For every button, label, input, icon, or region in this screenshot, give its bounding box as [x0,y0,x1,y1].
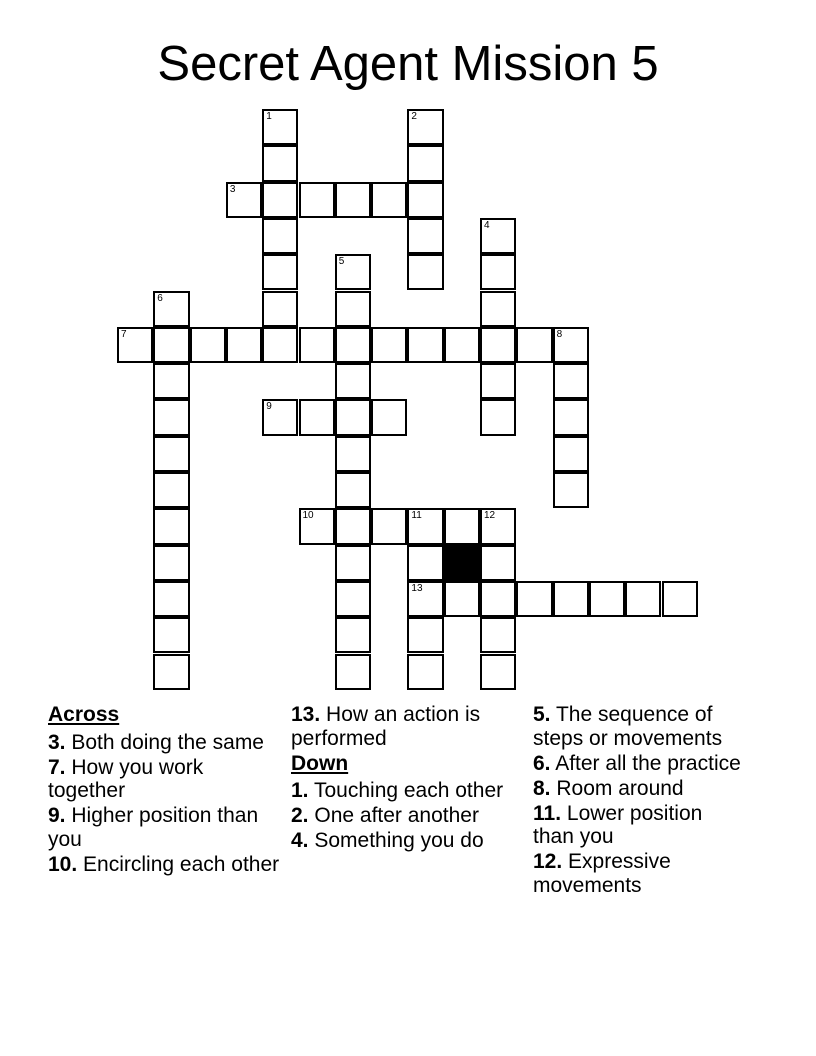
grid-cell[interactable] [480,581,516,617]
grid-cell[interactable] [335,472,371,508]
grid-cell[interactable] [335,654,371,690]
cell-number: 5 [338,256,345,268]
grid-cell[interactable] [480,327,516,363]
clue-down-11: 11. Lower position than you [533,801,703,848]
grid-cell[interactable] [407,218,443,254]
grid-cell[interactable] [153,508,189,544]
grid-cell[interactable] [371,182,407,218]
grid-cell[interactable] [335,581,371,617]
grid-cell[interactable] [407,508,443,544]
clue-across-13: 13. How an action is performed [291,703,481,750]
clue-across-7: 7. How you work together [48,755,204,802]
grid-cell[interactable] [335,545,371,581]
clue-down-12: 12. Expressive movements [533,850,671,897]
grid-cell[interactable] [553,363,589,399]
cell-number: 7 [121,328,127,340]
grid-cell[interactable] [335,291,371,327]
grid-cell[interactable] [153,581,189,617]
grid-cell[interactable] [480,291,516,327]
clue-down-6: 6. After all the practice [533,751,741,775]
clue-down-5: 5. The sequence of steps or movements [533,703,723,750]
clues-column-1 [48,703,283,878]
grid-cell[interactable] [153,654,189,690]
grid-cell[interactable] [516,581,552,617]
grid-cell[interactable] [553,327,589,363]
grid-cell[interactable] [444,581,480,617]
grid-cell[interactable] [444,508,480,544]
grid-cell[interactable] [153,363,189,399]
grid-cell[interactable] [153,436,189,472]
grid-cell[interactable] [299,508,335,544]
grid-cell[interactable] [480,654,516,690]
grid-cell[interactable] [262,291,298,327]
grid-cell[interactable] [625,581,661,617]
grid-cell[interactable] [516,327,552,363]
grid-cell[interactable] [407,545,443,581]
grid-cell[interactable] [407,254,443,290]
grid-cell[interactable] [407,182,443,218]
grid-cell[interactable] [480,508,516,544]
grid-cell[interactable] [553,472,589,508]
grid-cell[interactable] [480,363,516,399]
puzzle-title: Secret Agent Mission 5 [157,37,659,91]
grid-cell[interactable] [371,399,407,435]
grid-cell[interactable] [371,327,407,363]
grid-cell[interactable] [480,545,516,581]
grid-cell[interactable] [299,182,335,218]
cell-number: 9 [266,401,272,413]
clues-column-3 [533,703,748,899]
cell-number: 2 [411,111,417,122]
cell-number: 12 [484,510,496,522]
cell-number: 8 [556,328,563,340]
grid-cell[interactable] [480,254,516,290]
grid-cell[interactable] [262,399,298,435]
grid-cell[interactable] [444,327,480,363]
grid-cell[interactable] [407,617,443,653]
clue-across-9: 9. Higher position than you [48,804,259,851]
grid-cell[interactable] [407,109,443,145]
down-heading: Down [291,751,349,775]
grid-cell[interactable] [371,508,407,544]
grid-cell[interactable] [299,399,335,435]
grid-cell[interactable] [153,472,189,508]
grid-cell[interactable] [226,182,262,218]
cell-number: 3 [229,183,236,195]
grid-cell[interactable] [407,581,443,617]
grid-cell[interactable] [553,436,589,472]
grid-cell[interactable] [335,436,371,472]
cell-number: 4 [484,219,490,231]
grid-cell[interactable] [335,617,371,653]
grid-cell[interactable] [480,218,516,254]
grid-cell[interactable] [262,254,298,290]
clue-down-4: 4. Something you do [291,829,484,852]
grid-cell[interactable] [262,145,298,181]
grid-cell[interactable] [480,399,516,435]
cell-number: 13 [411,582,423,594]
grid-cell[interactable] [553,581,589,617]
clue-down-1: 1. Touching each other [291,779,504,802]
grid-cell[interactable] [153,545,189,581]
grid-cell[interactable] [407,654,443,690]
grid-cell[interactable] [335,508,371,544]
cell-number: 11 [411,510,422,522]
grid-cell[interactable] [153,617,189,653]
grid-cell[interactable] [153,327,189,363]
clue-down-8: 8. Room around [533,776,684,800]
cell-number: 10 [302,510,314,522]
grid-cell[interactable] [153,399,189,435]
grid-cell[interactable] [480,617,516,653]
clue-across-3: 3. Both doing the same [48,730,264,754]
grid-cell[interactable] [262,182,298,218]
grid-cell[interactable] [335,182,371,218]
grid-cell[interactable] [335,327,371,363]
grid-cell[interactable] [262,109,298,145]
cell-number: 6 [157,292,163,304]
grid-cell[interactable] [262,218,298,254]
clue-across-10: 10. Encircling each other [48,852,280,876]
clue-down-2: 2. One after another [291,804,479,827]
grid-cell[interactable] [226,327,262,363]
grid-cell[interactable] [407,327,443,363]
cell-number: 1 [266,111,272,122]
grid-cell[interactable] [190,327,226,363]
grid-cell[interactable] [299,327,335,363]
grid-cell[interactable] [553,399,589,435]
grid-cell[interactable] [117,327,153,363]
clues-column-2 [291,703,506,854]
across-heading: Across [48,703,120,726]
grid-cell[interactable] [589,581,625,617]
grid-cell[interactable] [153,291,189,327]
black-cell [444,545,480,581]
grid-cell[interactable] [335,254,371,290]
grid-cell[interactable] [262,327,298,363]
grid-cell[interactable] [335,363,371,399]
grid-cell[interactable] [662,581,698,617]
grid-cell[interactable] [335,399,371,435]
grid-cell[interactable] [407,145,443,181]
